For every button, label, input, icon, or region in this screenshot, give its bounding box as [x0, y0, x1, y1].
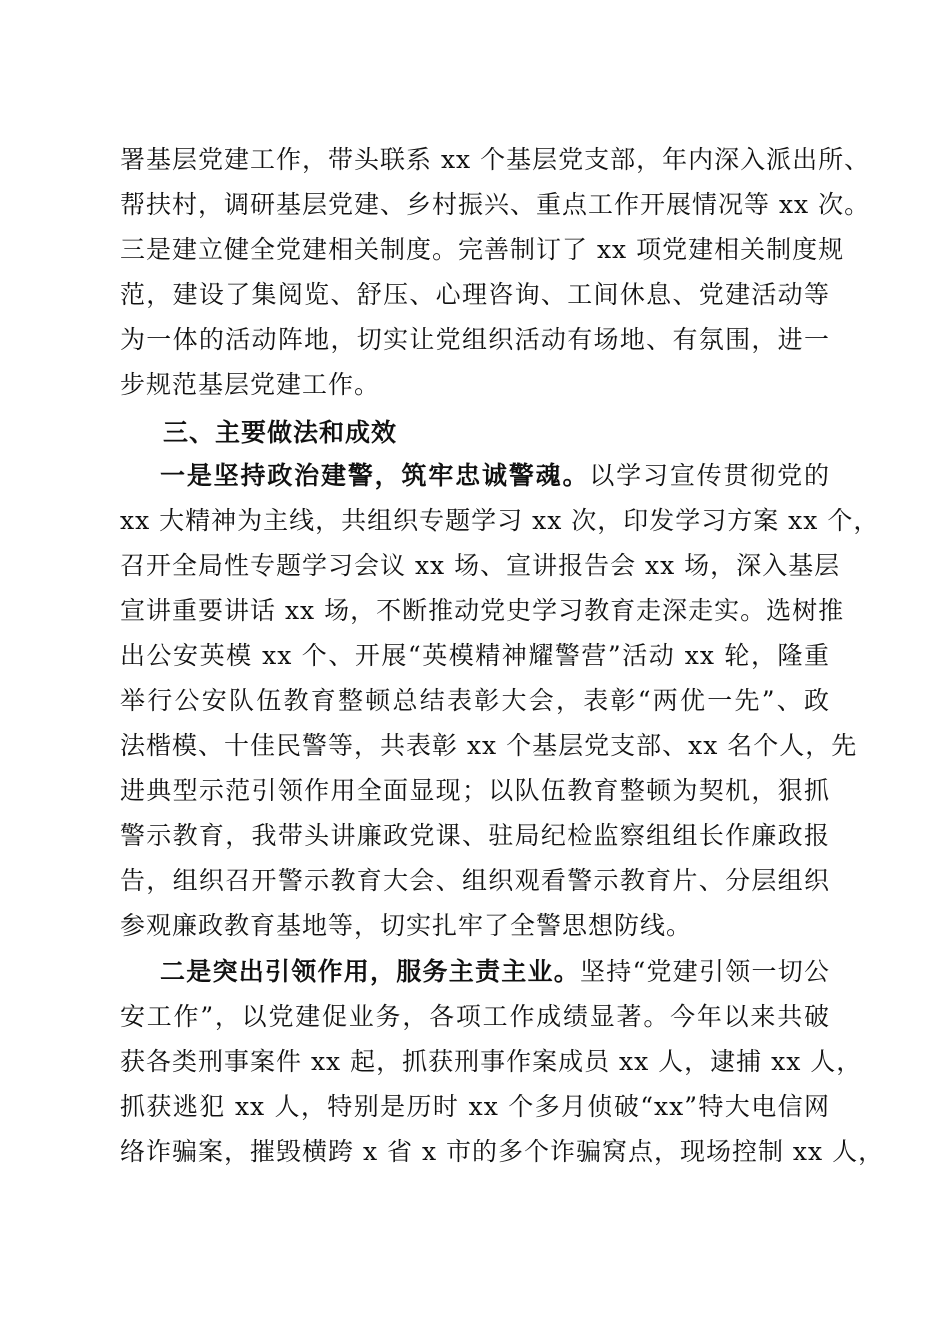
- paragraph-party-building-system: [120, 137, 871, 407]
- section-heading: 三、主要做法和成效: [163, 418, 398, 447]
- text-line: 署基层党建工作，带头联系 xx 个基层党支部，年内深入派出所、: [120, 145, 871, 174]
- text-line: 范，建设了集阅览、舒压、心理咨询、工间休息、党建活动等: [120, 280, 830, 309]
- text-line: 为一体的活动阵地，切实让党组织活动有场地、有氛围，进一: [120, 325, 830, 354]
- text-line: 进典型示范引领作用全面显现；以队伍教育整顿为契机，狠抓: [120, 776, 830, 805]
- paragraph-political-building: [120, 453, 880, 948]
- text-line: 警示教育，我带头讲廉政党课、驻局纪检监察组组长作廉政报: [120, 821, 830, 850]
- text-line: 参观廉政教育基地等，切实扎牢了全警思想防线。: [120, 911, 693, 940]
- text-line: 举行公安队伍教育整顿总结表彰大会，表彰“两优一先”、政: [120, 686, 830, 715]
- text-line: 法楷模、十佳民警等，共表彰 xx 个基层党支部、xx 名个人，先: [120, 731, 858, 760]
- paragraph-leading-role: [120, 949, 885, 1174]
- text-line: 出公安英模 xx 个、开展“英模精神耀警营”活动 xx 轮，隆重: [120, 641, 830, 670]
- text-line: 召开全局性专题学习会议 xx 场、宣讲报告会 xx 场，深入基层: [120, 551, 841, 580]
- text-line: 宣讲重要讲话 xx 场，不断推动党史学习教育走深走实。选树推: [120, 596, 845, 625]
- paragraph-lead: 一是坚持政治建警，筑牢忠诚警魂。: [160, 461, 590, 490]
- text-fragment: 以学习宣传贯彻党的: [589, 461, 830, 490]
- text-line: 步规范基层党建工作。: [120, 370, 381, 399]
- paragraph-lead: 二是突出引领作用，服务主责主业。: [160, 957, 580, 986]
- text-line: 抓获逃犯 xx 人，特别是历时 xx 个多月侦破“xx”特大电信网: [120, 1092, 830, 1121]
- text-fragment: 坚持“党建引领一切公: [579, 957, 830, 986]
- text-line: 络诈骗案，摧毁横跨 x 省 x 市的多个诈骗窝点，现场控制 xx 人，: [120, 1137, 885, 1166]
- text-line: 三是建立健全党建相关制度。完善制订了 xx 项党建相关制度规: [120, 235, 845, 264]
- text-line: [120, 949, 830, 994]
- text-line: xx 大精神为主线，共组织专题学习 xx 次，印发学习方案 xx 个，: [120, 506, 880, 535]
- text-line: [120, 453, 830, 498]
- text-line: 获各类刑事案件 xx 起，抓获刑事作案成员 xx 人，逮捕 xx 人，: [120, 1047, 863, 1076]
- text-line: 帮扶村，调研基层党建、乡村振兴、重点工作开展情况等 xx 次。: [120, 190, 871, 219]
- text-line: 告，组织召开警示教育大会、组织观看警示教育片、分层组织: [120, 866, 830, 895]
- text-line: 安工作”，以党建促业务，各项工作成绩显著。今年以来共破: [120, 1002, 830, 1031]
